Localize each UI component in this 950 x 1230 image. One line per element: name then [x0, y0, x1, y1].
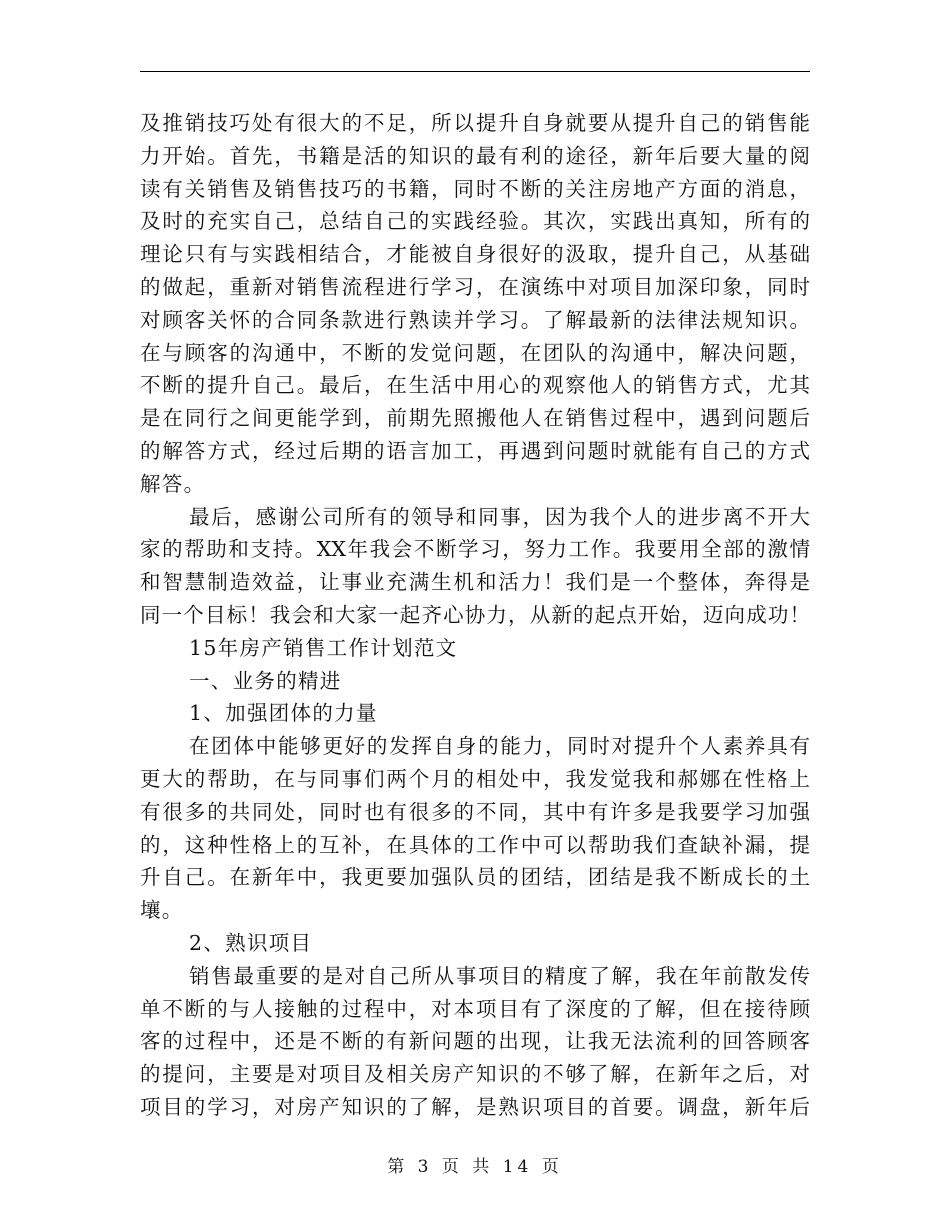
text-line: 对顾客关怀的合同条款进行熟读并学习。了解最新的法律法规知识。 — [140, 307, 810, 332]
text-line: 的提问，主要是对项目及相关房产知识的不够了解，在新年之后，对 — [140, 1062, 810, 1087]
text-line: 一、业务的精进 — [189, 668, 342, 693]
text-line: 壤。 — [140, 898, 184, 923]
text-line: 单不断的与人接触的过程中，对本项目有了深度的了解，但在接待顾 — [140, 996, 810, 1021]
text-line: 升自己。在新年中，我更要加强队员的团结，团结是我不断成长的土 — [140, 865, 810, 890]
text-line: 家的帮助和支持。XX年我会不断学习，努力工作。我要用全部的激情 — [140, 537, 810, 562]
text-line: 在与顾客的沟通中，不断的发觉问题，在团队的沟通中，解决问题， — [140, 340, 810, 365]
body-text — [140, 107, 810, 1124]
text-line: 有很多的共同处，同时也有很多的不同，其中有许多是我要学习加强 — [140, 799, 810, 824]
text-line: 解答。 — [140, 471, 206, 496]
text-line: 是在同行之间更能学到，前期先照搬他人在销售过程中，遇到问题后 — [140, 406, 810, 431]
text-line: 在团体中能够更好的发挥自身的能力，同时对提升个人素养具有 — [189, 734, 810, 759]
text-line: 的，这种性格上的互补，在具体的工作中可以帮助我们查缺补漏，提 — [140, 832, 810, 857]
text-line: 同一个目标！我会和大家一起齐心协力，从新的起点开始，迈向成功！ — [140, 602, 810, 627]
page-footer: 第 3 页 共 14 页 — [387, 1157, 563, 1177]
text-line: 销售最重要的是对自己所从事项目的精度了解，我在年前散发传 — [189, 963, 810, 988]
text-line: 及推销技巧处有很大的不足，所以提升自身就要从提升自己的销售能 — [140, 111, 810, 135]
text-line: 1、加强团体的力量 — [189, 701, 378, 726]
text-line: 的做起，重新对销售流程进行学习，在演练中对项目加深印象，同时 — [140, 274, 810, 299]
text-line: 和智慧制造效益，让事业充满生机和活力！我们是一个整体，奔得是 — [140, 570, 810, 595]
text-line: 的解答方式，经过后期的语言加工，再遇到问题时就能有自己的方式 — [140, 438, 810, 463]
text-line: 15年房产销售工作计划范文 — [189, 635, 458, 660]
text-line: 及时的充实自己，总结自己的实践经验。其次，实践出真知，所有的 — [140, 209, 810, 234]
text-line: 客的过程中，还是不断的有新问题的出现，让我无法流利的回答顾客 — [140, 1029, 810, 1054]
header-rule — [140, 71, 810, 72]
text-line: 力开始。首先，书籍是活的知识的最有利的途径，新年后要大量的阅 — [140, 143, 810, 168]
text-line: 最后，感谢公司所有的领导和同事，因为我个人的进步离不开大 — [189, 504, 810, 529]
text-line: 不断的提升自己。最后，在生活中用心的观察他人的销售方式，尤其 — [140, 373, 810, 398]
text-line: 更大的帮助，在与同事们两个月的相处中，我发觉我和郝娜在性格上 — [140, 766, 810, 791]
text-line: 读有关销售及销售技巧的书籍，同时不断的关注房地产方面的消息， — [140, 176, 810, 201]
text-line: 2、熟识项目 — [189, 930, 313, 955]
text-line: 理论只有与实践相结合，才能被自身很好的汲取，提升自己，从基础 — [140, 242, 810, 267]
text-line: 项目的学习，对房产知识的了解，是熟识项目的首要。调盘，新年后 — [140, 1094, 810, 1119]
